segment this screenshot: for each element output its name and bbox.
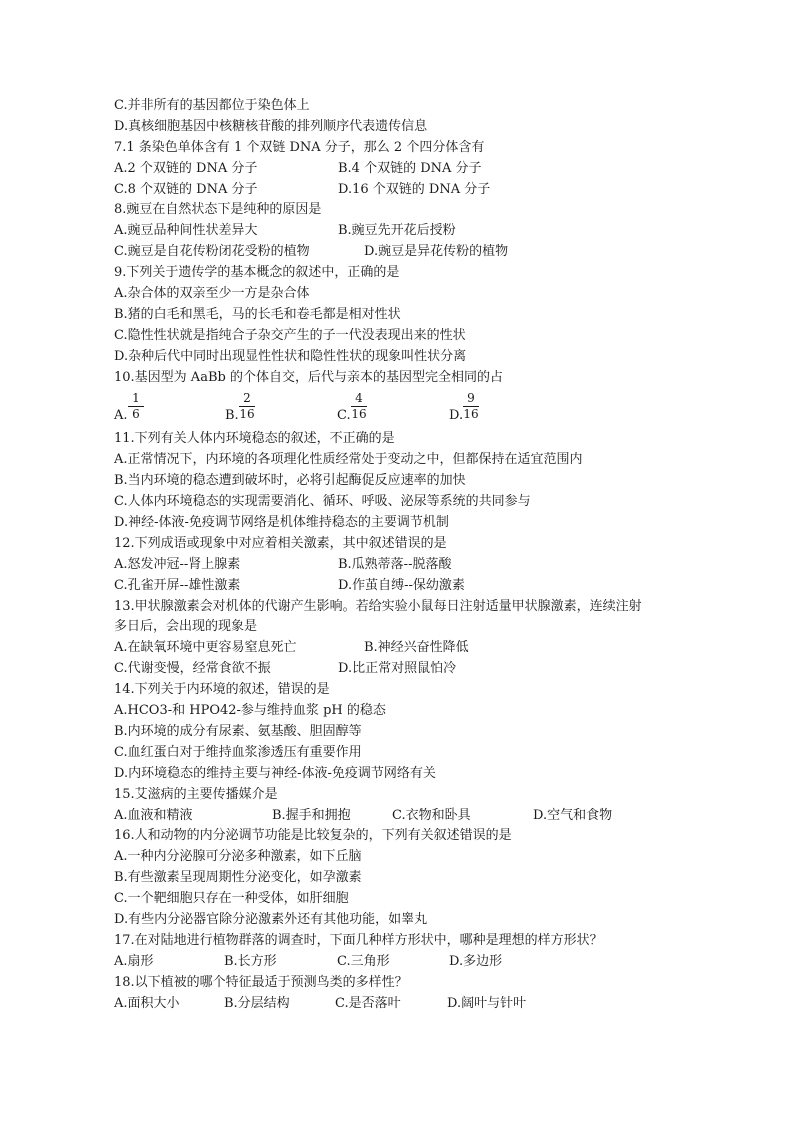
question-12: 12.下列成语或现象中对应着相关激素，其中叙述错误的是 [114, 535, 447, 551]
options-row [114, 638, 714, 659]
option-line: C.并非所有的基因都位于染色体上 [114, 98, 310, 113]
options-row [114, 180, 714, 201]
fraction: $\frac{2}{16}$ [239, 391, 255, 422]
option-b: B.有些激素呈现周期性分泌变化，如孕激素 [114, 870, 362, 886]
option-d: D.比正常对照鼠怕冷 [338, 661, 457, 677]
option-c: C.一个靶细胞只存在一种受体，如肝细胞 [114, 891, 349, 907]
option-d: D.有些内分泌器官除分泌激素外还有其他功能，如睾丸 [114, 911, 428, 927]
option-c: C.豌豆是自花传粉闭花受粉的植物 [114, 244, 310, 260]
option-c: C.8 个双链的 DNA 分子 [114, 181, 258, 197]
option-b: B.神经兴奋性降低 [364, 640, 469, 656]
option-c: C.孔雀开屏--雄性激素 [114, 577, 241, 593]
question-16: 16.人和动物的内分泌调节功能是比较复杂的，下列有关叙述错误的是 [114, 828, 512, 844]
option-c: C.隐性性状就是指纯合子杂交产生的子一代没表现出来的性状 [114, 327, 466, 343]
options-row [114, 806, 714, 827]
option-b: B.瓜熟蒂落--脱落酸 [338, 556, 452, 572]
option-d: D.作茧自缚--保幼激素 [338, 577, 465, 593]
options-row [114, 994, 714, 1015]
option-d: D.神经-体液-免疫调节网络是机体维持稳态的主要调节机制 [114, 515, 449, 531]
option-b: B.当内环境的稳态遭到破坏时，必将引起酶促反应速率的加快 [114, 473, 466, 489]
option-b: B.猪的白毛和黑毛，马的长毛和卷毛都是相对性状 [114, 306, 401, 322]
option-c: C.是否落叶 [335, 995, 401, 1011]
question-11: 11.下列有关人体内环境稳态的叙述，不正确的是 [114, 431, 395, 447]
question-13: 13.甲状腺激素会对机体的代谢产生影响。若给实验小鼠每日注射适量甲状腺激素，连续注射 [114, 598, 642, 614]
option-c: C.人体内环境稳态的实现需要消化、循环、呼吸、泌尿等系统的共同参与 [114, 494, 531, 510]
option-d: D.豌豆是异花传粉的植物 [364, 244, 509, 260]
question-17: 17.在对陆地进行植物群落的调查时，下面几种样方形状中，哪种是理想的样方形状？ [114, 932, 603, 948]
option-d: D.内环境稳态的维持主要与神经-体液-免疫调节网络有关 [114, 765, 436, 781]
option-a: A.豌豆品种间性状差异大 [114, 223, 258, 239]
option-b: B.长方形 [224, 953, 277, 969]
options-row [114, 952, 714, 973]
fraction: $\frac{9}{16}$ [463, 391, 479, 422]
options-row [114, 576, 714, 597]
fraction: $\frac{4}{16}$ [351, 391, 367, 422]
option-line: D.真核细胞基因中核糖核苷酸的排列顺序代表遗传信息 [114, 118, 428, 134]
option-a: A.扇形 [114, 953, 154, 969]
option-d: D.阔叶与针叶 [447, 995, 527, 1011]
options-row [114, 555, 714, 576]
options-row [114, 659, 714, 680]
question-8: 8.豌豆在自然状态下是纯种的原因是 [114, 202, 322, 218]
option-c: C.代谢变慢，经常食欲不振 [114, 661, 271, 677]
question-10: 10.基因型为 AaBb 的个体自交，后代与亲本的基因型完全相同的占 [114, 369, 503, 385]
option-c: C.衣物和卧具 [392, 807, 471, 823]
fraction-options-row: A. $\frac{1}{6}$ B. $\frac{2}{16}$ C. $\frac{4}{16}$ D. $\frac{9}{16}$ [114, 391, 479, 424]
option-a: A.一种内分泌腺可分泌多种激素，如下丘脑 [114, 849, 362, 865]
option-d: D.杂种后代中同时出现显性性状和隐性性状的现象叫性状分离 [114, 348, 467, 364]
exam-page [114, 96, 714, 1014]
option-b: B.内环境的成分有尿素、氨基酸、胆固醇等 [114, 723, 362, 739]
options-row [114, 221, 714, 242]
question-13-cont: 多日后，会出现的现象是 [114, 619, 258, 635]
option-d: D.空气和食物 [533, 807, 613, 823]
option-a: A.怒发冲冠--肾上腺素 [114, 556, 241, 572]
option-a: A.杂合体的双亲至少一方是杂合体 [114, 286, 310, 302]
question-18: 18.以下植被的哪个特征最适于预测鸟类的多样性？ [114, 974, 408, 990]
options-row [114, 242, 714, 263]
option-a: A.血液和精液 [114, 807, 193, 823]
option-c: C.三角形 [337, 953, 390, 969]
question-14: 14.下列关于内环境的叙述，错误的是 [114, 682, 330, 698]
option-c: C.血红蛋白对于维持血浆渗透压有重要作用 [114, 744, 362, 760]
question-15: 15.艾滋病的主要传播媒介是 [114, 786, 278, 802]
option-a: A.面积大小 [114, 995, 180, 1011]
option-b: B.豌豆先开花后授粉 [338, 223, 456, 239]
option-d: D.16 个双链的 DNA 分子 [338, 181, 491, 197]
option-b: B.分层结构 [224, 995, 290, 1011]
option-a: A.正常情况下，内环境的各项理化性质经常处于变动之中，但都保持在适宜范围内 [114, 452, 583, 468]
option-b: B.4 个双链的 DNA 分子 [338, 160, 482, 176]
question-7: 7.1 条染色单体含有 1 个双链 DNA 分子，那么 2 个四分体含有 [114, 139, 485, 155]
options-row [114, 159, 714, 180]
question-9: 9.下列关于遗传学的基本概念的叙述中，正确的是 [114, 265, 400, 281]
option-b: B.握手和拥抱 [272, 807, 351, 823]
option-a: A.在缺氧环境中更容易窒息死亡 [114, 640, 297, 656]
option-a: A.2 个双链的 DNA 分子 [114, 160, 258, 176]
option-d: D.多边形 [449, 953, 503, 969]
option-a: A.HCO3-和 HPO42-参与维持血浆 pH 的稳态 [114, 703, 386, 719]
fraction: $\frac{1}{6}$ [128, 391, 144, 421]
